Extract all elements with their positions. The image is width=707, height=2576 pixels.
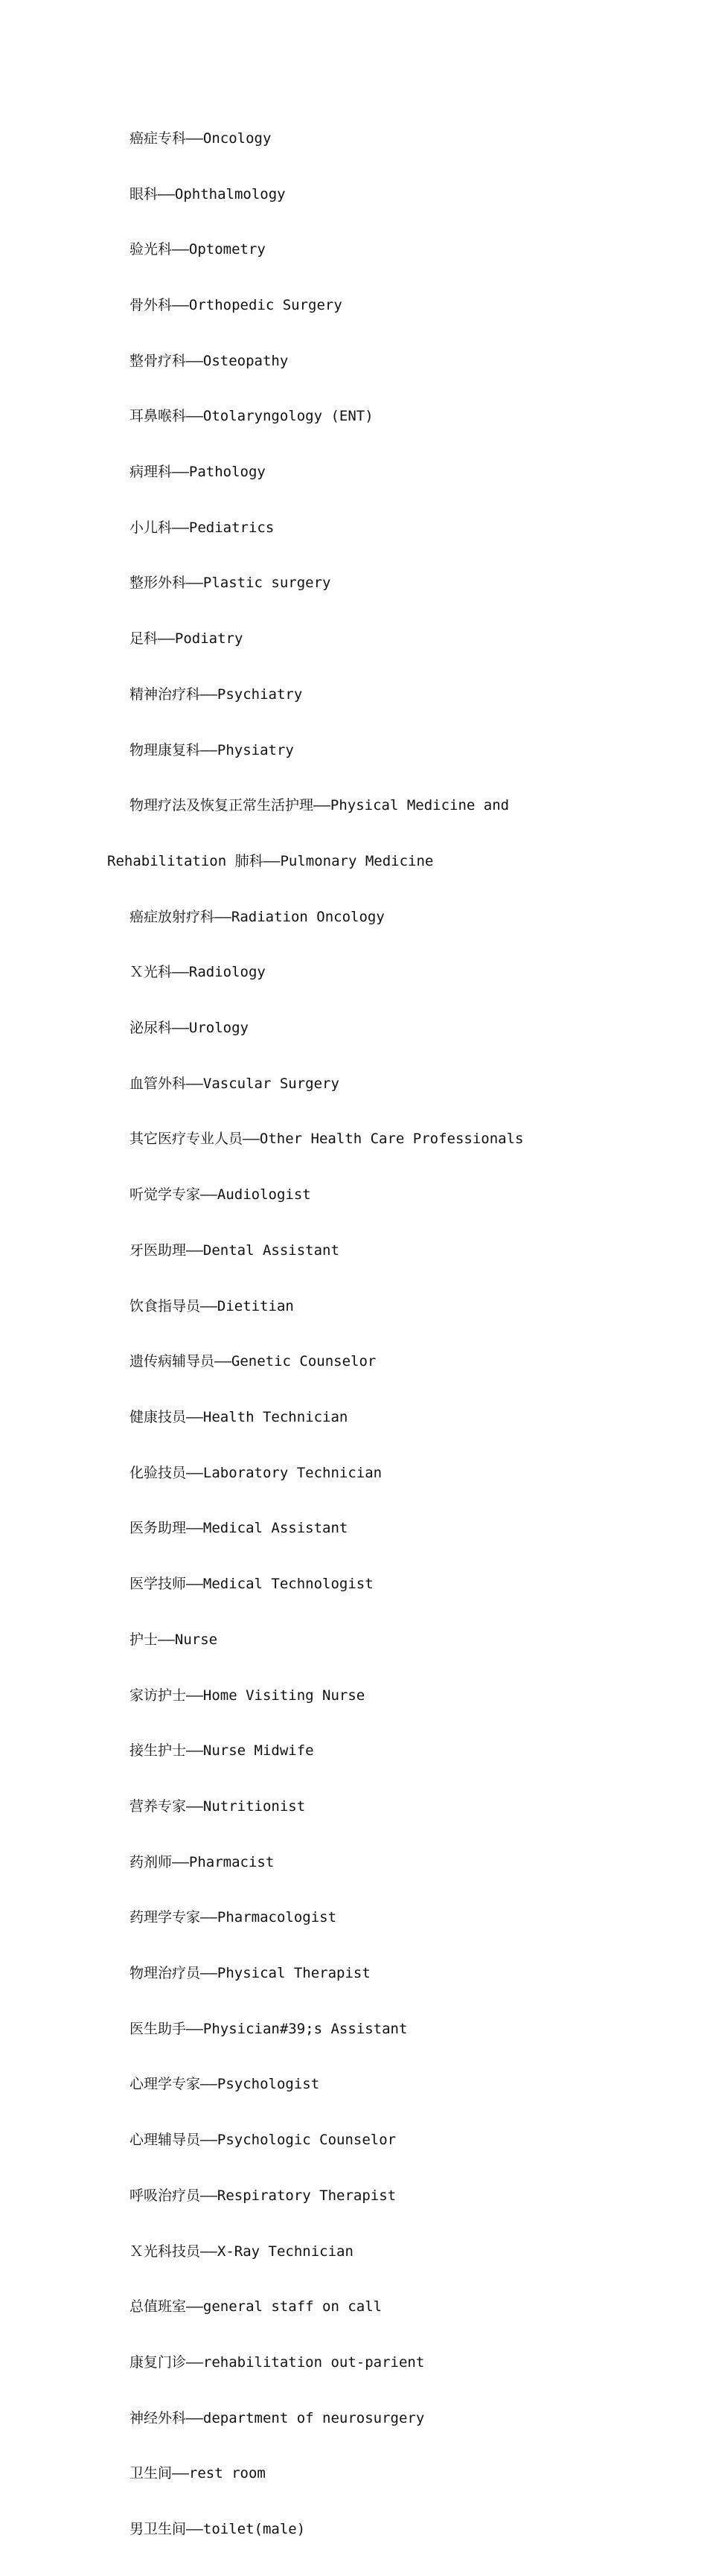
entry-genetic-counselor: 遗传病辅导员——Genetic Counselor [129,1353,377,1370]
entry-physiatry: 物理康复科——Physiatry [129,741,294,758]
entry-physical-medicine: 物理疗法及恢复正常生活护理——Physical Medicine and [129,797,510,814]
entry-physical-therapist: 物理治疗员——Physical Therapist [129,1965,371,1982]
entry-medical-assistant: 医务助理——Medical Assistant [129,1520,348,1537]
entry-dietitian: 饮食指导员——Dietitian [129,1297,294,1314]
entry-rest-room: 卫生间——rest room [129,2465,266,2482]
entry-physician-assistant: 医生助手——Physician#39;s Assistant [129,2020,408,2037]
entry-pharmacologist: 药理学专家——Pharmacologist [129,1909,337,1926]
entry-psychologist: 心理学专家——Psychologist [129,2076,320,2093]
entry-otolaryngology: 耳鼻喉科——Otolaryngology (ENT) [129,408,374,425]
entry-pulmonary-medicine: Rehabilitation 肺科——Pulmonary Medicine [107,852,434,869]
entry-nutritionist: 营养专家——Nutritionist [129,1797,306,1815]
entry-nurse-midwife: 接生护士——Nurse Midwife [129,1742,314,1760]
entry-urology: 泌尿科——Urology [129,1020,249,1037]
entry-vascular-surgery: 血管外科——Vascular Surgery [129,1075,339,1092]
entry-xray-technician: Ｘ光科技员——X-Ray Technician [129,2243,354,2260]
entry-medical-technologist: 医学技师——Medical Technologist [129,1576,374,1593]
entry-pediatrics: 小儿科——Pediatrics [129,519,275,536]
entry-psychiatry: 精神治疗科——Psychiatry [129,685,303,703]
entry-rehabilitation-outpatient: 康复门诊——rehabilitation out-parient [129,2353,425,2371]
entry-home-visiting-nurse: 家访护士——Home Visiting Nurse [129,1687,365,1704]
entry-podiatry: 足科——Podiatry [129,630,243,648]
entry-dental-assistant: 牙医助理——Dental Assistant [129,1241,339,1259]
entry-orthopedic-surgery: 骨外科——Orthopedic Surgery [129,296,342,313]
entry-optometry: 验光科——Optometry [129,241,266,258]
entry-psychologic-counselor: 心理辅导员——Psychologic Counselor [129,2132,397,2149]
entry-audiologist: 听觉学专家——Audiologist [129,1186,311,1204]
entry-laboratory-technician: 化验技员——Laboratory Technician [129,1464,383,1481]
entry-neurosurgery: 神经外科——department of neurosurgery [129,2409,425,2426]
entry-radiology: Ｘ光科——Radiology [129,964,266,981]
glossary-text [107,92,673,2576]
entry-radiation-oncology: 癌症放射疗科——Radiation Oncology [129,908,385,925]
entry-health-technician: 健康技员——Health Technician [129,1408,348,1425]
entry-toilet-male: 男卫生间——toilet(male) [129,2521,306,2538]
entry-osteopathy: 整骨疗科——Osteopathy [129,352,289,369]
entry-other-professionals: 其它医疗专业人员——Other Health Care Professionals [129,1131,524,1148]
entry-nurse: 护士——Nurse [129,1631,218,1648]
entry-oncology: 癌症专科——Oncology [129,130,272,147]
entry-respiratory-therapist: 呼吸治疗员——Respiratory Therapist [129,2187,397,2204]
entry-general-staff-on-call: 总值班室——general staff on call [129,2298,383,2315]
entry-plastic-surgery: 整形外科——Plastic surgery [129,575,331,592]
entry-pathology: 病理科——Pathology [129,464,266,481]
entry-ophthalmology: 眼科——Ophthalmology [129,185,286,202]
entry-pharmacist: 药剂师——Pharmacist [129,1853,275,1870]
